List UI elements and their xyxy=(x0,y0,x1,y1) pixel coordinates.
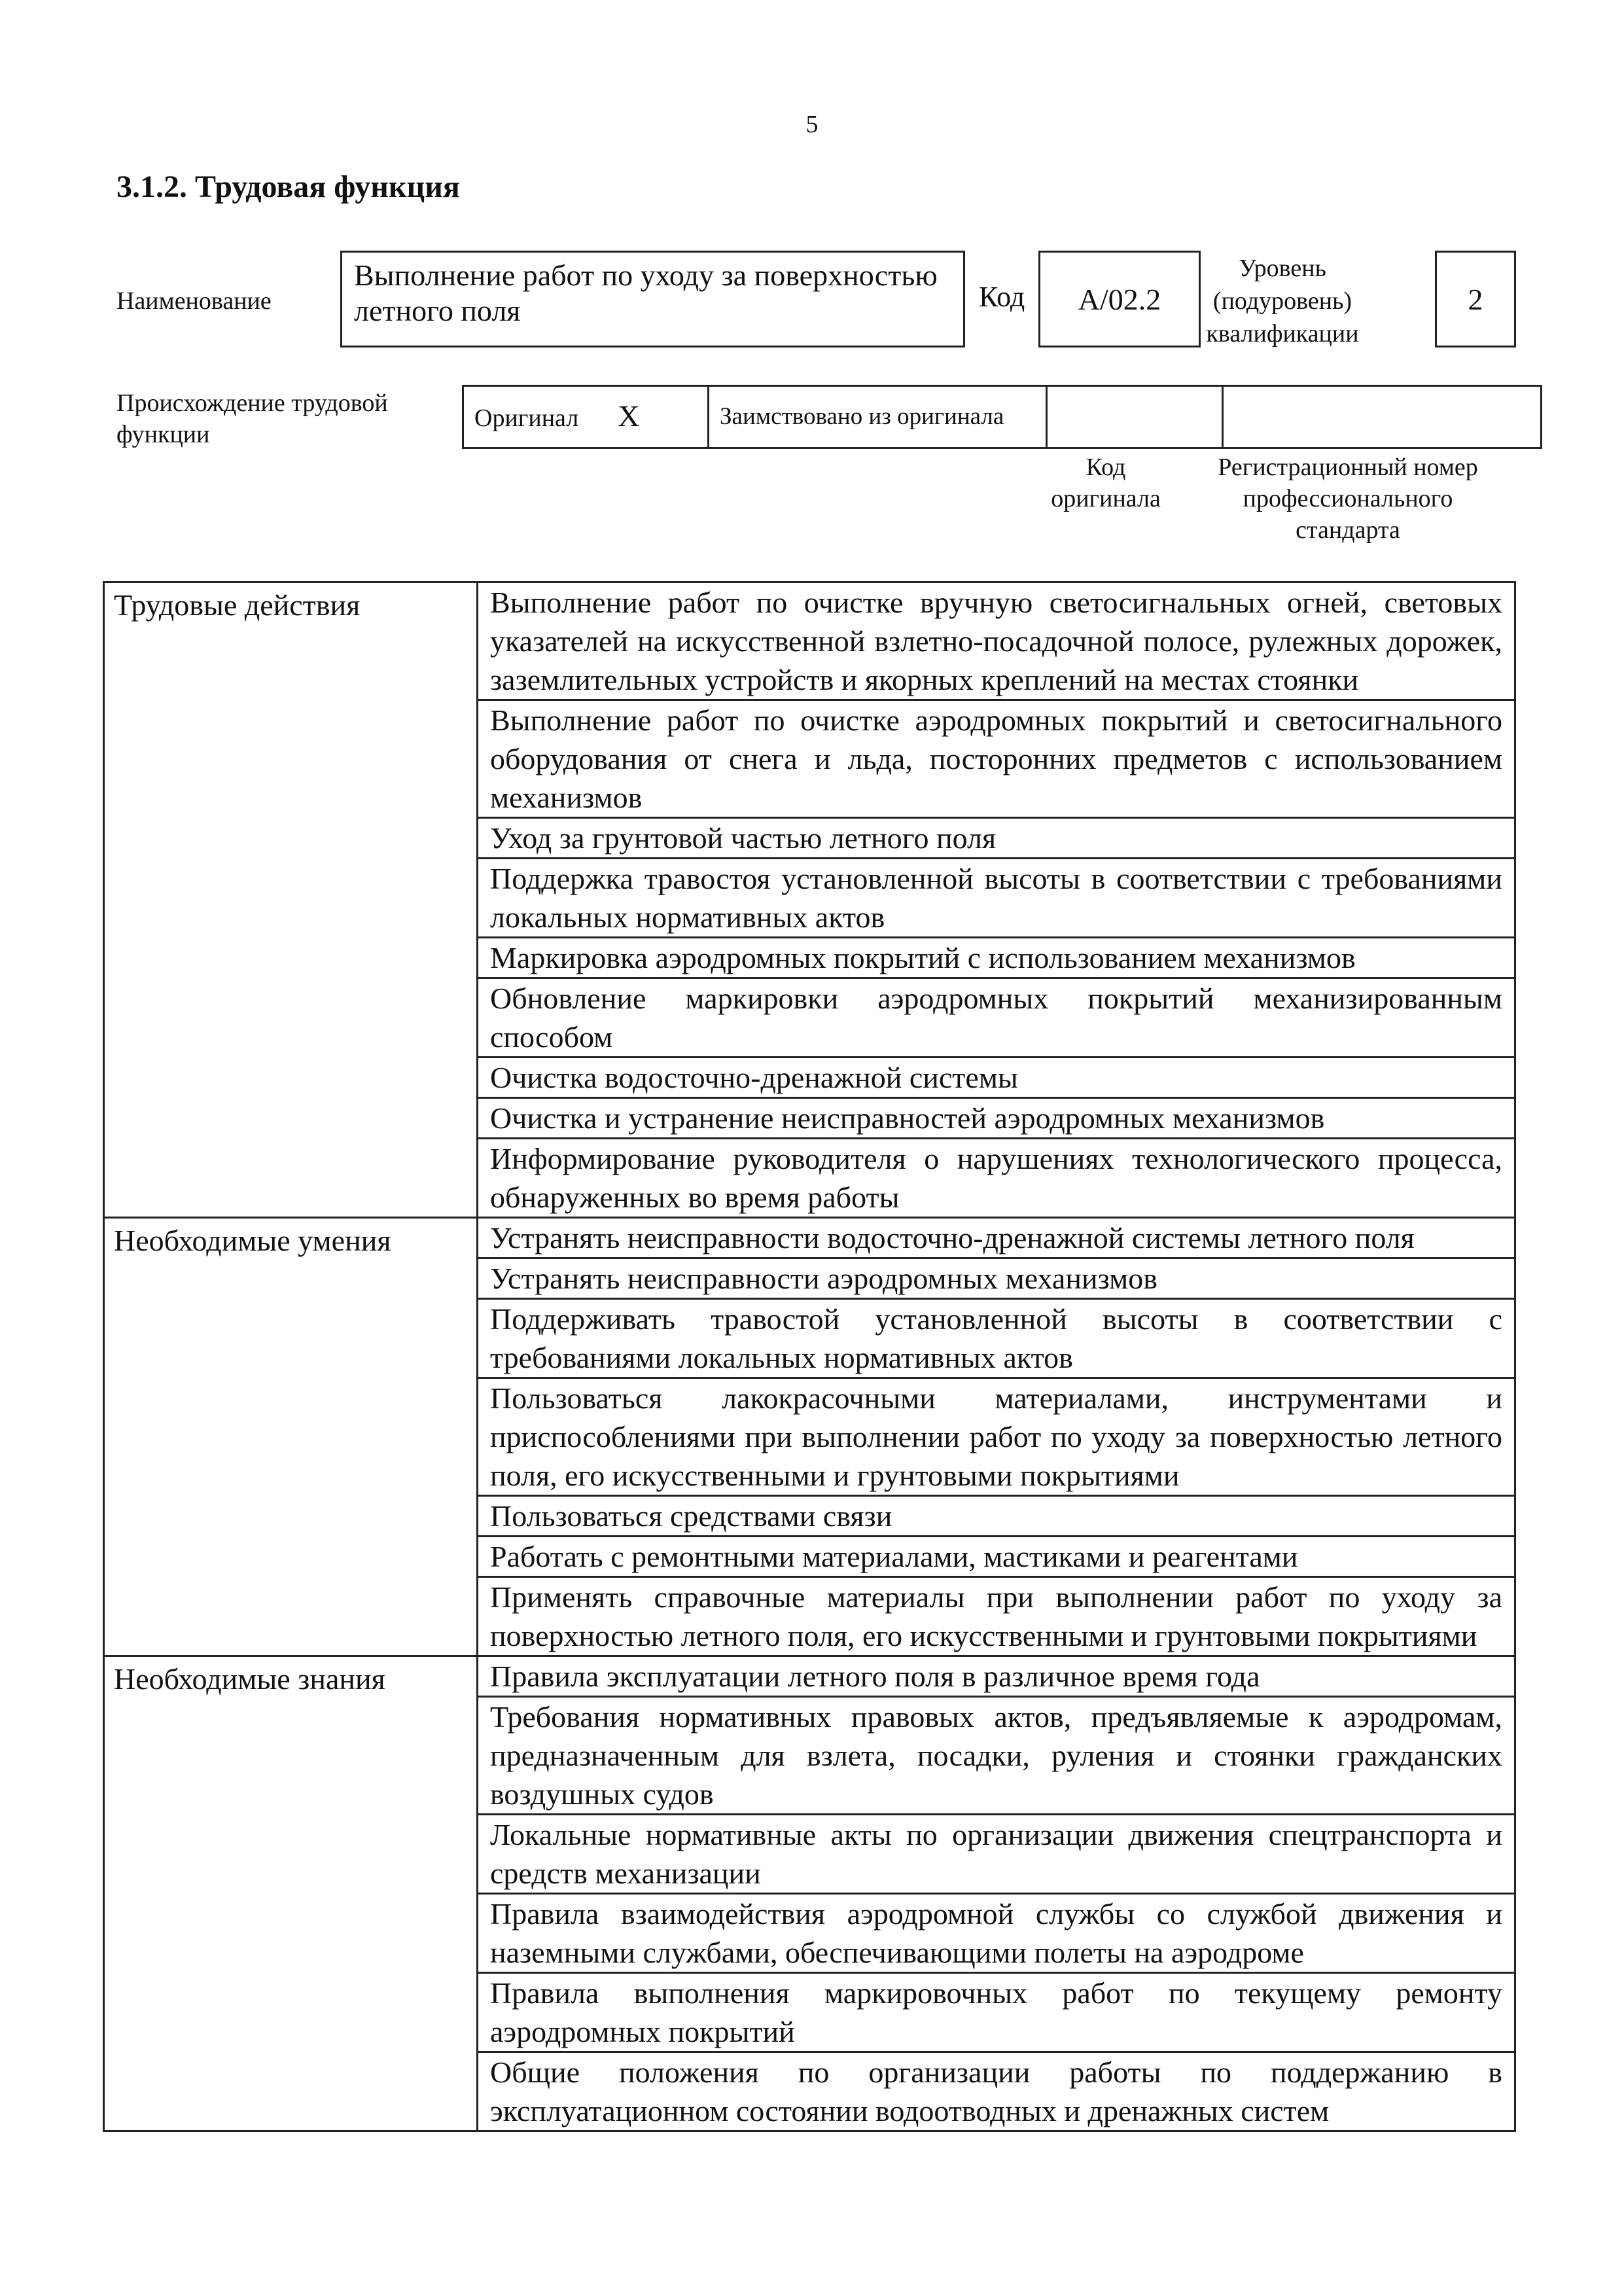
table-row xyxy=(104,582,1515,700)
code-label: Код xyxy=(979,281,1025,313)
section-title: 3.1.2. Трудовая функция xyxy=(116,169,460,204)
borrowed-label: Заимствовано из оригинала xyxy=(709,386,1047,448)
code-original-cell xyxy=(1047,386,1223,448)
list-item: Общие положения по организации работы по поддержанию в эксплуатационном состоянии водоотводных и дренажных систем xyxy=(478,2052,1515,2131)
list-item: Маркировка аэродромных покрытий с использованием механизмов xyxy=(478,938,1515,978)
list-item: Устранять неисправности аэродромных механизмов xyxy=(478,1258,1515,1299)
table-row xyxy=(104,1656,1515,1697)
list-item: Работать с ремонтными материалами, мастиками и реагентами xyxy=(478,1537,1515,1577)
list-item: Уход за грунтовой частью летного поля xyxy=(478,818,1515,859)
name-label: Наименование xyxy=(116,287,272,315)
list-item: Правила эксплуатации летного поля в различное время года xyxy=(478,1656,1515,1697)
list-item: Пользоваться средствами связи xyxy=(478,1496,1515,1537)
list-item: Требования нормативных правовых актов, предъявляемые к аэродромам, предназначенным для взлета, посадки, руления и стоянки гражданских воздушных судов xyxy=(478,1697,1515,1815)
section-title-skills: Необходимые умения xyxy=(104,1218,478,1656)
code-field: А/02.2 xyxy=(1038,251,1201,347)
list-item: Очистка водосточно-дренажной системы xyxy=(478,1058,1515,1098)
labor-function-table xyxy=(103,581,1516,2132)
list-item: Пользоваться лакокрасочными материалами, инструментами и приспособлениями при выполнении работ по уходу за поверхностью летного поля, его искусственными и грунтовыми покрытиями xyxy=(478,1378,1515,1496)
original-cell xyxy=(463,386,709,448)
list-item: Информирование руководителя о нарушениях технологического процесса, обнаруженных во время работы xyxy=(478,1139,1515,1218)
code-original-label: Код оригинала xyxy=(1051,454,1161,512)
list-item: Устранять неисправности водосточно-дренажной системы летного поля xyxy=(478,1218,1515,1258)
section-title-knowledge: Необходимые знания xyxy=(104,1656,478,2131)
reg-number-cell xyxy=(1223,386,1542,448)
list-item: Поддерживать травостой установленной высоты в соответствии с требованиями локальных нормативных актов xyxy=(478,1299,1515,1378)
page-number: 5 xyxy=(805,111,819,138)
list-item: Очистка и устранение неисправностей аэродромных механизмов xyxy=(478,1098,1515,1139)
reg-number-label: Регистрационный номер профессионального стандарта xyxy=(1218,454,1478,544)
list-item: Обновление маркировки аэродромных покрытий механизированным способом xyxy=(478,978,1515,1058)
origin-table xyxy=(462,385,1542,449)
level-field: 2 xyxy=(1435,251,1516,347)
level-label: Уровень (подуровень) квалификации xyxy=(1206,255,1359,347)
list-item: Применять справочные материалы при выполнении работ по уходу за поверхностью летного поля, его искусственными и грунтовыми покрытиями xyxy=(478,1577,1515,1656)
original-mark: X xyxy=(618,399,640,433)
table-row xyxy=(104,1218,1515,1258)
function-name-field: Выполнение работ по уходу за поверхностью летного поля xyxy=(340,251,965,347)
section-title-actions: Трудовые действия xyxy=(104,582,478,1218)
origin-label: Происхождение трудовой функции xyxy=(116,389,388,448)
list-item: Выполнение работ по очистке вручную светосигнальных огней, световых указателей на искусственной взлетно-посадочной полосе, рулежных дорожек, заземлительных устройств и якорных креплений на местах стоянки xyxy=(478,582,1515,700)
list-item: Поддержка травостоя установленной высоты в соответствии с требованиями локальных нормативных актов xyxy=(478,859,1515,938)
list-item: Локальные нормативные акты по организации движения спецтранспорта и средств механизации xyxy=(478,1815,1515,1894)
list-item: Правила выполнения маркировочных работ по текущему ремонту аэродромных покрытий xyxy=(478,1973,1515,2052)
list-item: Выполнение работ по очистке аэродромных покрытий и светосигнального оборудования от снега и льда, посторонних предметов с использованием механизмов xyxy=(478,700,1515,818)
list-item: Правила взаимодействия аэродромной службы со службой движения и наземными службами, обеспечивающими полеты на аэродроме xyxy=(478,1894,1515,1973)
original-label: Оригинал xyxy=(474,404,579,432)
